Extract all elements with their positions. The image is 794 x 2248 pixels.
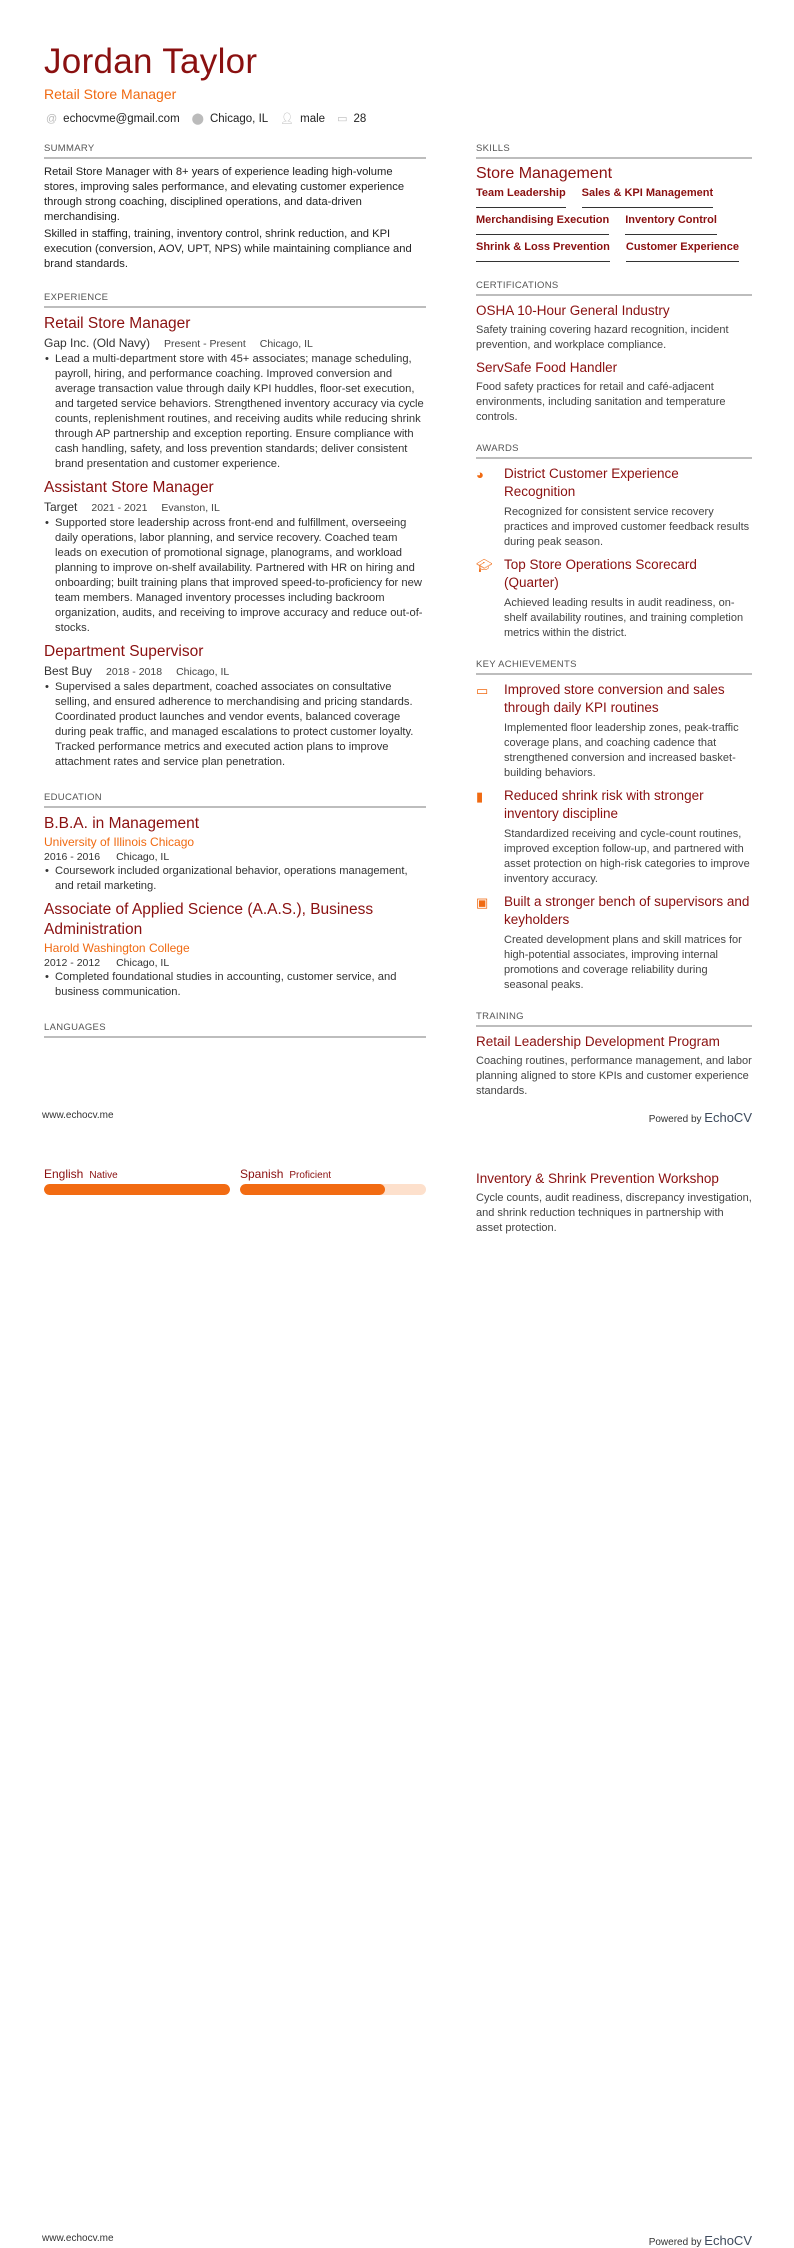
skill-tag: Shrink & Loss Prevention [476, 241, 610, 262]
skill-tag: Inventory Control [625, 214, 717, 235]
section-certifications: CERTIFICATIONS [476, 280, 752, 296]
section-languages: LANGUAGES [44, 1022, 426, 1038]
job-bullet: • Supported store leadership across front-end and fulfillment, overseeing daily operations, labor planning, and service recovery. Coached team leads on execution of promotional signage, planograms, and workload planning to improve on-shelf availability. Partnered with HR on hiring and onboarding; built training plans that improved speed-to-proficiency for new team members. Managed inventory processes including backroom organization, audits, and receiving to improve accuracy and reduce out-of-stocks. [44, 516, 426, 636]
experience-entry [44, 642, 426, 770]
age: 28 [353, 112, 367, 125]
certification-description: Safety training covering hazard recognition, incident prevention, and workplace compliance. [476, 324, 729, 351]
education-entry [44, 900, 426, 1000]
language-proficiency-bar [44, 1184, 230, 1195]
certification [476, 359, 752, 425]
candidate-title: Retail Store Manager [44, 86, 177, 102]
company: Best Buy [44, 664, 93, 678]
achievement-title: Reduced shrink risk with stronger inventory discipline [504, 788, 704, 821]
job-title: Assistant Store Manager [44, 479, 214, 496]
training-description: Cycle counts, audit readiness, discrepancy investigation, and shrink reduction techniques in partnership with asset protection. [476, 1192, 752, 1234]
website-link[interactable]: www.echocv.me [42, 2233, 114, 2244]
school: Harold Washington College [44, 941, 190, 955]
left-column [44, 1167, 426, 1195]
section-education: EDUCATION [44, 792, 426, 808]
powered-by-label: Powered by [648, 2237, 702, 2248]
website-link[interactable]: www.echocv.me [42, 1110, 114, 1121]
language-proficiency-fill [240, 1184, 385, 1195]
graduation-cap-icon: 🎓︎ [476, 558, 493, 573]
school: University of Illinois Chicago [44, 835, 195, 849]
summary-text: Skilled in staffing, training, inventory control, shrink reduction, and KPI execution (conversion, AOV, UPT, NPS) while maintaining compliance and brand standards. [44, 228, 412, 270]
achievement [476, 681, 752, 781]
award-description: Recognized for consistent service recovery practices and improved customer feedback results during peak season. [504, 506, 750, 548]
education-location: Chicago, IL [116, 957, 170, 969]
education-meta [44, 957, 426, 969]
education-bullet: • Completed foundational studies in accounting, customer service, and business communication. [44, 970, 426, 1000]
certification [476, 302, 752, 353]
language-item [240, 1167, 426, 1195]
candidate-name: Jordan Taylor [44, 42, 258, 81]
language-level: Proficient [289, 1170, 332, 1181]
section-training: TRAINING [476, 1011, 752, 1027]
job-dates: 2021 - 2021 [91, 502, 148, 514]
achievement-title: Improved store conversion and sales through daily KPI routines [504, 682, 725, 715]
job-bullet: • Lead a multi-department store with 45+ associates; manage scheduling, payroll, hiring, and performance coaching. Improved conversion and average transaction value through daily KPI huddles, floor-set execution, and targeted service behaviors. Strengthened inventory accuracy via cycle counts, replenishment routines, and receiving audits while reducing shrink through AP partnership and exception reporting. Ensure compliance with cash handling, safety, and loss prevention standards; deliver consistent brand presentation and customer experience. [44, 352, 426, 472]
battery-icon: ▭ [476, 683, 489, 698]
training-title: Inventory & Shrink Prevention Workshop [476, 1171, 719, 1186]
award [476, 465, 752, 550]
job-location: Evanston, IL [161, 502, 220, 514]
company: Target [44, 500, 78, 514]
achievement-description: Implemented floor leadership zones, peak-traffic coverage plans, and coaching cadence that strengthened conversion and increased basket-building behaviors. [504, 722, 739, 779]
achievement-description: Created development plans and skill matrices for high-potential associates, improving internal promotions and coverage reliability during seasonal peaks. [504, 934, 742, 991]
job-title: Retail Store Manager [44, 315, 191, 332]
training-description: Coaching routines, performance management, and labor planning aligned to store KPIs and customer experience standards. [476, 1055, 752, 1097]
job-meta [44, 664, 426, 678]
section-summary: SUMMARY [44, 143, 426, 159]
skill-tag: Team Leadership [476, 187, 566, 208]
experience-entry [44, 314, 426, 472]
certification-title: OSHA 10-Hour General Industry [476, 303, 670, 318]
language-level: Native [89, 1170, 118, 1181]
job-location: Chicago, IL [176, 666, 230, 678]
education-entry [44, 814, 426, 894]
contact-info [44, 112, 426, 125]
language-item [44, 1167, 230, 1195]
education-meta [44, 851, 426, 863]
certification-description: Food safety practices for retail and café-adjacent environments, including sanitation and temperature controls. [476, 381, 726, 423]
job-location: Chicago, IL [259, 338, 313, 350]
email[interactable]: echocvme@gmail.com [63, 112, 180, 125]
training-title: Retail Leadership Development Program [476, 1034, 720, 1049]
calendar-chart-icon: ▣ [476, 895, 489, 910]
at-icon: @ [46, 112, 58, 125]
language-name: English [44, 1167, 84, 1181]
resume-page-2 [0, 1123, 794, 2246]
section-experience: EXPERIENCE [44, 292, 426, 308]
location: Chicago, IL [209, 112, 269, 125]
award-description: Achieved leading results in audit readiness, on-shelf availability routines, and training completion metrics within the district. [504, 597, 744, 639]
language-name: Spanish [240, 1167, 284, 1181]
right-column [476, 143, 752, 1099]
award-title: Top Store Operations Scorecard (Quarter) [504, 557, 697, 590]
certification-title: ServSafe Food Handler [476, 360, 618, 375]
skill-tag: Customer Experience [626, 241, 739, 262]
right-column [476, 1165, 752, 1236]
job-title: Department Supervisor [44, 643, 204, 660]
award-title: District Customer Experience Recognition [504, 466, 679, 499]
company: Gap Inc. (Old Navy) [44, 336, 151, 350]
achievement-description: Standardized receiving and cycle-count routines, improved exception follow-up, and partnered with asset protection on high-risk categories to improve inventory accuracy. [504, 828, 750, 885]
job-bullet: • Supervised a sales department, coached associates on consultative selling, and ensured adherence to merchandising and pricing standards. Coordinated product launches and vendor events, balanced coverage during peak traffic, and managed escalations to protect customer loyalty. Tracked performance metrics and executed action plans to improve attachment rates and service plan penetration. [44, 680, 426, 770]
job-dates: 2018 - 2018 [106, 666, 163, 678]
achievement [476, 893, 752, 993]
brand-logo: EchoCV [704, 2233, 752, 2248]
skill-tag: Sales & KPI Management [582, 187, 713, 208]
file-search-icon: ▮ [476, 789, 484, 804]
resume-page-1 [0, 0, 794, 1123]
award [476, 556, 752, 641]
skill-tag: Merchandising Execution [476, 214, 609, 235]
skill-category: Store Management [476, 165, 613, 182]
brand-logo: EchoCV [704, 1110, 752, 1125]
education-dates: 2012 - 2012 [44, 957, 101, 969]
location-pin-icon: ⬤ [191, 113, 204, 125]
calendar-icon: ▭ [337, 113, 348, 125]
education-location: Chicago, IL [116, 851, 170, 863]
language-proficiency-bar [240, 1184, 426, 1195]
summary-text: Retail Store Manager with 8+ years of experience leading high-volume stores, improving sales performance, and elevating customer experience through strong coaching, disciplined operations, and data-driven merchandising. [44, 166, 405, 223]
degree: Associate of Applied Science (A.A.S.), Business Administration [44, 901, 374, 938]
education-bullet: • Coursework included organizational behavior, operations management, and retail marketing. [44, 864, 426, 894]
job-dates: Present - Present [164, 338, 246, 350]
gender: male [300, 112, 326, 125]
achievement [476, 787, 752, 887]
pie-chart-icon: ◕ [476, 467, 484, 482]
experience-entry [44, 478, 426, 636]
achievement-title: Built a stronger bench of supervisors and keyholders [504, 894, 750, 927]
powered-by-label: Powered by [648, 1114, 702, 1125]
language-proficiency-fill [44, 1184, 230, 1195]
left-column [44, 42, 426, 1044]
degree: B.B.A. in Management [44, 815, 200, 832]
education-dates: 2016 - 2016 [44, 851, 101, 863]
section-awards: AWARDS [476, 443, 752, 459]
person-icon: 👤︎ [280, 113, 295, 125]
section-skills: SKILLS [476, 143, 752, 159]
job-meta [44, 500, 426, 514]
job-meta [44, 336, 426, 350]
section-key-achievements: KEY ACHIEVEMENTS [476, 659, 752, 675]
